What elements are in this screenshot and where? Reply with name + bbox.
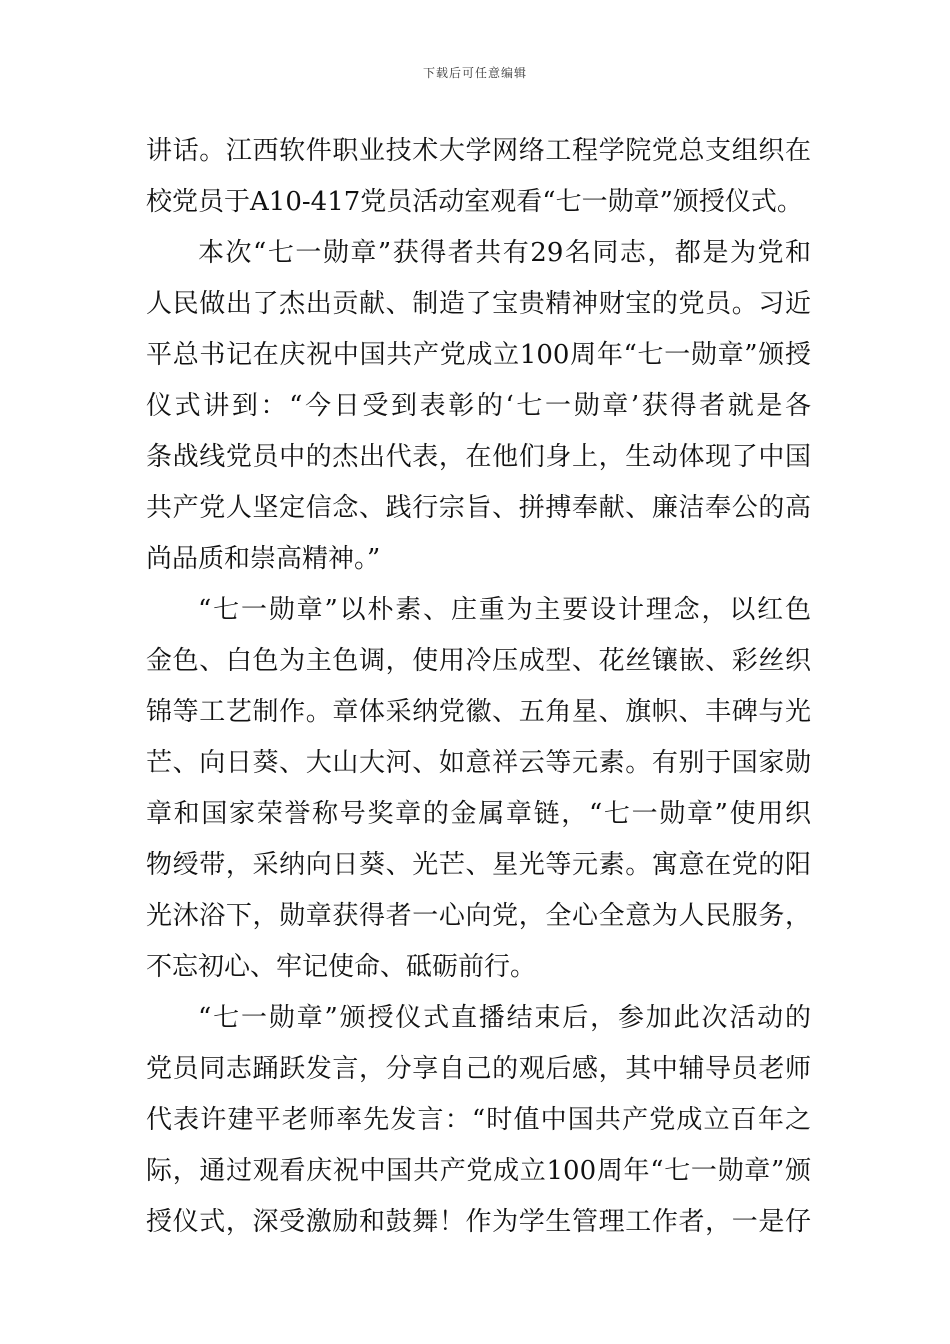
text-line: 不忘初心、牢记使命、砥砺前行。 [146,952,537,982]
text-line: 仪式讲到：“今日受到表彰的‘七一勋章’获得者就是各 [146,391,811,421]
text-line: 共产党人坚定信念、践行宗旨、拼搏奉献、廉洁奉公的高 [146,493,811,523]
text-line: 授仪式，深受激励和鼓舞！作为学生管理工作者，一是仔 [146,1207,811,1237]
text-line: 际，通过观看庆祝中国共产党成立100周年“七一勋章”颁 [146,1156,811,1186]
text-line: 物绶带，采纳向日葵、光芒、星光等元素。寓意在党的阳 [146,850,811,880]
text-line: 锦等工艺制作。章体采纳党徽、五角星、旗帜、丰碑与光 [146,697,811,727]
text-line: 条战线党员中的杰出代表，在他们身上，生动体现了中国 [146,442,811,472]
text-line: 人民做出了杰出贡献、制造了宝贵精神财宝的党员。习近 [146,289,811,319]
text-line: “七一勋章”颁授仪式直播结束后，参加此次活动的 [198,1003,811,1033]
text-line: 校党员于A10-417党员活动室观看“七一勋章”颁授仪式。 [146,187,803,217]
page-header: 下载后可任意编辑 [422,66,527,80]
text-line: 本次“七一勋章”获得者共有29名同志，都是为党和 [198,238,811,268]
text-line: 芒、向日葵、大山大河、如意祥云等元素。有别于国家勋 [146,748,811,778]
text-line: 章和国家荣誉称号奖章的金属章链，“七一勋章”使用织 [146,799,811,829]
text-line: “七一勋章”以朴素、庄重为主要设计理念，以红色 [198,595,811,625]
text-line: 党员同志踊跃发言，分享自己的观后感，其中辅导员老师 [146,1054,811,1084]
text-line: 讲话。江西软件职业技术大学网络工程学院党总支组织在 [146,136,811,166]
text-line: 代表许建平老师率先发言：“时值中国共产党成立百年之 [146,1105,811,1135]
text-line: 光沐浴下，勋章获得者一心向党，全心全意为人民服务， [146,901,811,931]
text-line: 平总书记在庆祝中国共产党成立100周年“七一勋章”颁授 [146,340,811,370]
document-body [146,126,811,1248]
text-line: 金色、白色为主色调，使用冷压成型、花丝镶嵌、彩丝织 [146,646,811,676]
text-line: 尚品质和崇高精神。” [146,544,381,574]
